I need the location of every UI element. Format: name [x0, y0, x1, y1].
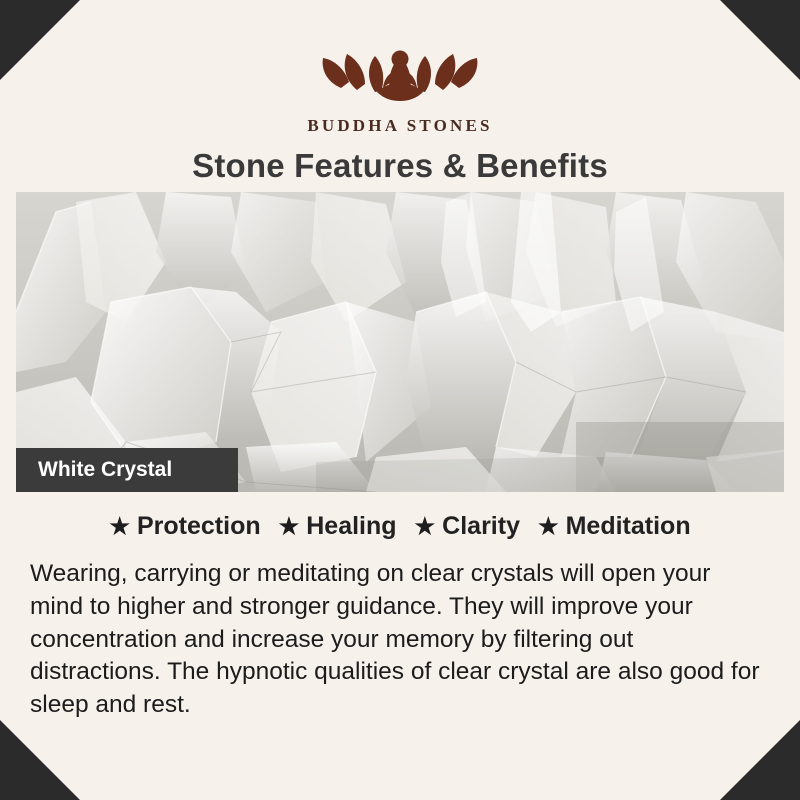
image-caption — [16, 448, 238, 492]
lotus-meditation-figure-icon — [305, 26, 495, 114]
page-title: Stone Features & Benefits — [192, 147, 608, 184]
header — [0, 0, 800, 192]
benefit-item-meditation — [529, 512, 700, 541]
hero-image — [16, 192, 784, 492]
brand-logo — [0, 26, 800, 136]
benefit-label: Healing — [306, 512, 397, 540]
title-band — [0, 140, 800, 192]
brand-name: BUDDHA STONES — [307, 116, 493, 135]
caption-label: White Crystal — [38, 458, 173, 481]
benefit-label: Clarity — [442, 512, 520, 540]
benefit-item-clarity — [406, 512, 529, 541]
benefit-item-healing — [270, 512, 406, 541]
star-icon: ★ — [537, 513, 559, 539]
star-icon: ★ — [109, 513, 130, 539]
crystal-cluster-illustration — [16, 192, 784, 492]
star-icon: ★ — [414, 513, 436, 539]
benefit-label: Meditation — [565, 512, 691, 540]
benefit-label: Protection — [137, 512, 261, 540]
benefits-row — [0, 512, 800, 541]
description-text: Wearing, carrying or meditating on clear crystals will open your mind to higher and stronger guidance. They will improve your concentration and increase your memory by filtering out distractions. The hypnotic qualities of clear crystal are also good for sleep and rest. — [30, 560, 760, 719]
benefit-item-protection — [100, 512, 269, 541]
star-icon: ★ — [278, 513, 300, 539]
